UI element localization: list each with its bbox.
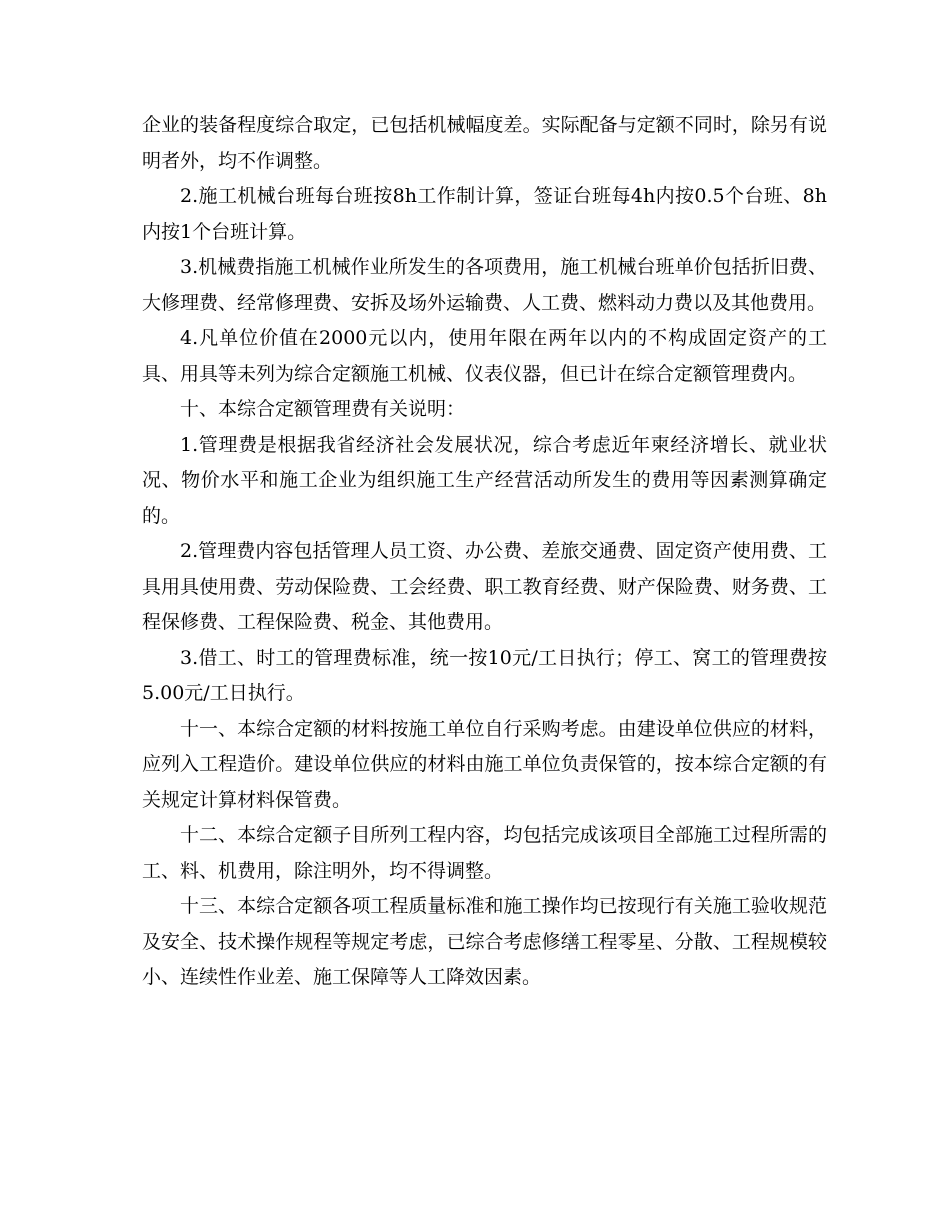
section-13: 十三、本综合定额各项工程质量标准和施工操作均已按现行有关施工验收规范及安全、技术操作规程等规定考虑，已综合考虑修缮工程零星、分散、工程规模较小、连续性作业差、施工保障等人工降效因素。 xyxy=(142,895,827,988)
paragraph-1: 企业的装备程度综合取定，已包括机械幅度差。实际配备与定额不同时，除另有说明者外，均不作调整。 xyxy=(142,114,827,172)
section-11: 十一、本综合定额的材料按施工单位自行采购考虑。由建设单位供应的材料，应列入工程造价。建设单位供应的材料由施工单位负责保管的，按本综合定额的有关规定计算材料保管费。 xyxy=(142,717,827,811)
section-heading-10: 十、本综合定额管理费有关说明： xyxy=(180,398,466,420)
paragraph-3: 3.机械费指施工机械作业所发生的各项费用，施工机械台班单价包括折旧费、大修理费、经常修理费、安拆及场外运输费、人工费、燃料动力费以及其他费用。 xyxy=(142,256,827,314)
paragraph-2: 2.施工机械台班每台班按8h工作制计算，签证台班每4h内按0.5个台班、8h内按1个台班计算。 xyxy=(142,185,827,243)
paragraph-6: 1.管理费是根据我省经济社会发展状况，综合考虑近年柬经济增长、就业状况、物价水平和施工企业为组织施工生产经营活动所发生的费用等因素测算确定的。 xyxy=(142,433,827,527)
paragraph-4: 4.凡单位价值在2000元以内，使用年限在两年以内的不构成固定资产的工具、用具等未列为综合定额施工机械、仪表仪器，但已计在综合定额管理费内。 xyxy=(142,327,827,385)
paragraph-8: 3.借工、时工的管理费标准，统一按10元/工日执行；停工、窝工的管理费按5.00元/工日执行。 xyxy=(142,646,827,704)
paragraph-7: 2.管理费内容包括管理人员工资、办公费、差旅交通费、固定资产使用费、工具用具使用费、劳动保险费、工会经费、职工教育经费、财产保险费、财务费、工程保修费、工程保险费、税金、其他费用。 xyxy=(142,540,827,633)
section-12: 十二、本综合定额子目所列工程内容，均包括完成该项目全部施工过程所需的工、料、机费用，除注明外，均不得调整。 xyxy=(142,824,827,882)
document-page xyxy=(142,108,827,996)
